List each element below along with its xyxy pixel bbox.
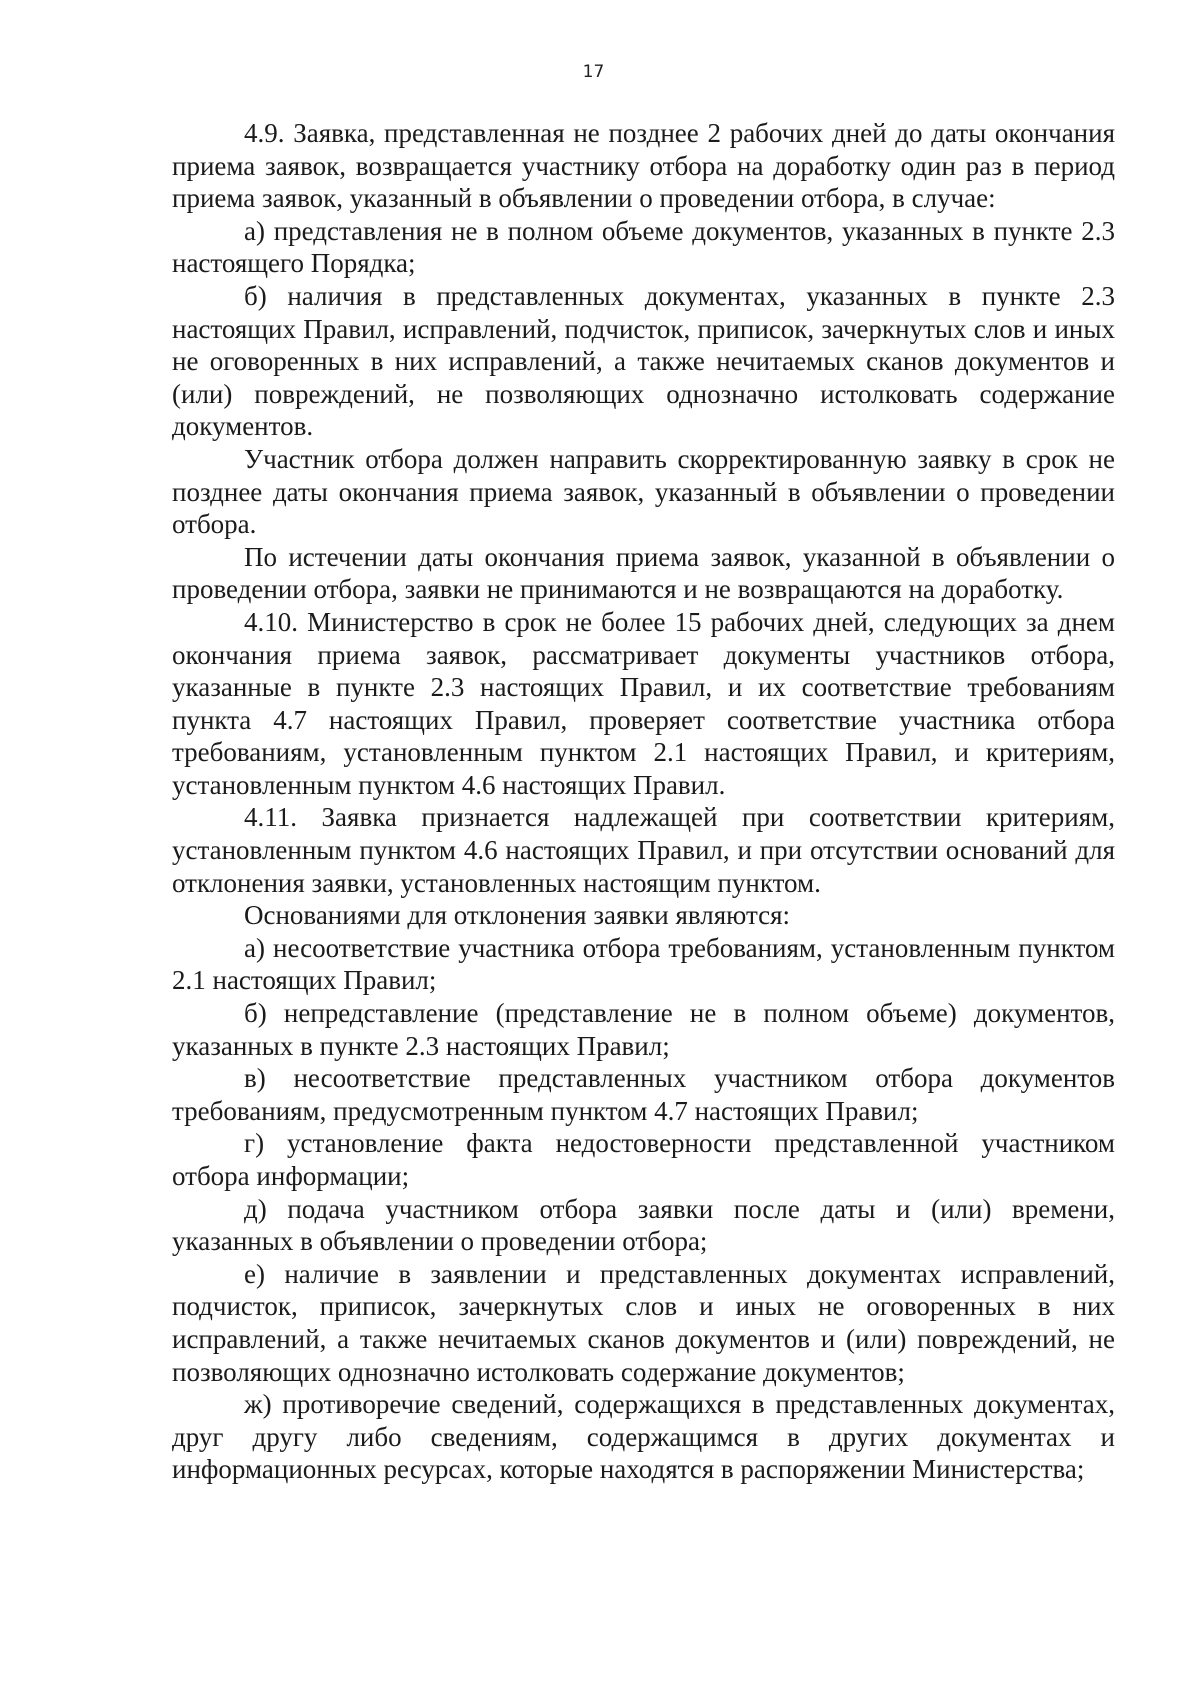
rejection-item-e: е) наличие в заявлении и представленных документах исправлений, подчисток, приписок, зачеркнутых слов и иных не оговоренных в них исправлений, а также нечитаемых сканов документов и (или) повреждений, не позволяющих однозначно истолковать содержание документов; bbox=[172, 1258, 1115, 1387]
rejection-item-a: а) несоответствие участника отбора требованиям, установленным пунктом 2.1 настоящих Правил; bbox=[172, 932, 1115, 996]
paragraph-4-9: 4.9. Заявка, представленная не позднее 2 рабочих дней до даты окончания приема заявок, возвращается участнику отбора на доработку один раз в период приема заявок, указанный в объявлении о проведении отбора, в случае: bbox=[172, 118, 1115, 214]
document-body bbox=[172, 117, 1115, 1486]
paragraph-4-9-item-b: б) наличия в представленных документах, указанных в пункте 2.3 настоящих Правил, исправлений, подчисток, приписок, зачеркнутых слов и иных не оговоренных в них исправлений, а также нечитаемых сканов документов и (или) повреждений, не позволяющих однозначно истолковать содержание документов. bbox=[172, 280, 1115, 442]
rejection-item-v: в) несоответствие представленных участником отбора документов требованиям, предусмотренным пунктом 4.7 настоящих Правил; bbox=[172, 1063, 1115, 1126]
rejection-item-b: б) непредставление (представление не в полном объеме) документов, указанных в пункте 2.3 настоящих Правил; bbox=[172, 998, 1115, 1061]
paragraph-4-10: 4.10. Министерство в срок не более 15 рабочих дней, следующих за днем окончания приема заявок, рассматривает документы участников отбора, указанные в пункте 2.3 настоящих Правил, и их соответствие требованиям пункта 4.7 настоящих Правил, проверяет соответствие участника отбора требованиям, установленным пунктом 2.1 настоящих Правил, и критериям, установленным пунктом 4.6 настоящих Правил. bbox=[172, 606, 1115, 800]
paragraph-resubmission: Участник отбора должен направить скорректированную заявку в срок не позднее даты окончания приема заявок, указанный в объявлении о проведении отбора. bbox=[172, 443, 1115, 540]
paragraph-rejection-grounds: Основаниями для отклонения заявки являются: bbox=[244, 900, 791, 931]
rejection-item-zh: ж) противоречие сведений, содержащихся в представленных документах, друг другу либо сведениям, содержащимся в других документах и информационных ресурсах, которые находятся в распоряжении Министерства; bbox=[172, 1389, 1115, 1485]
page-number: 17 bbox=[582, 62, 605, 82]
paragraph-4-9-item-a: а) представления не в полном объеме документов, указанных в пункте 2.3 настоящего Порядка; bbox=[172, 215, 1115, 279]
paragraph-deadline: По истечении даты окончания приема заявок, указанной в объявлении о проведении отбора, заявки не принимаются и не возвращаются на доработку. bbox=[172, 541, 1115, 605]
paragraph-4-11: 4.11. Заявка признается надлежащей при соответствии критериям, установленным пунктом 4.6 настоящих Правил, и при отсутствии оснований для отклонения заявки, установленных настоящим пунктом. bbox=[172, 802, 1115, 898]
rejection-item-d: д) подача участником отбора заявки после даты и (или) времени, указанных в объявлении о проведении отбора; bbox=[172, 1193, 1115, 1257]
rejection-item-g: г) установление факта недостоверности представленной участником отбора информации; bbox=[172, 1128, 1115, 1191]
